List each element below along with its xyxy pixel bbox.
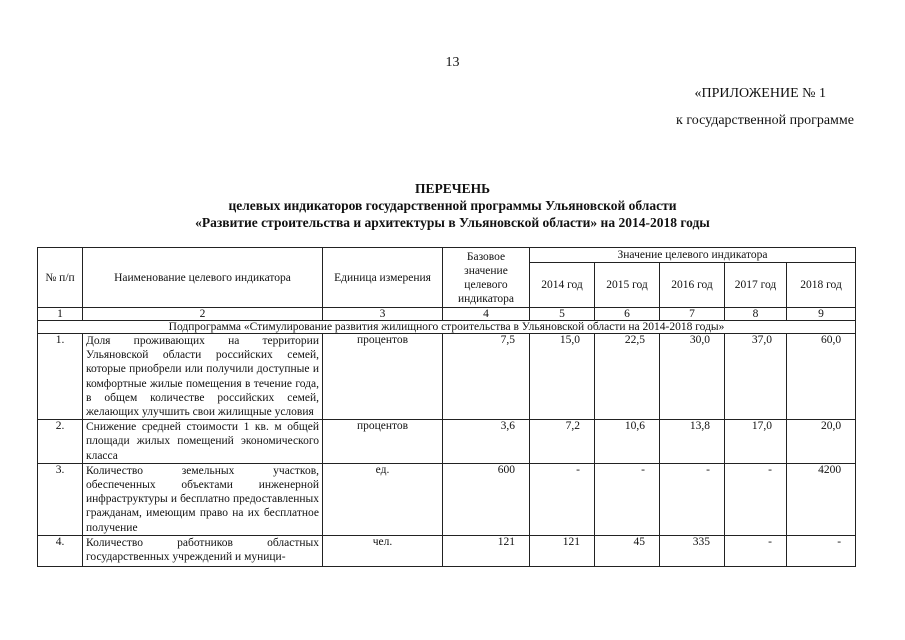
appendix-label: «ПРИЛОЖЕНИЕ № 1: [694, 86, 826, 101]
base-value: 3,6: [443, 420, 530, 464]
header-year: 2017 год: [725, 263, 787, 308]
document-title: [0, 180, 905, 231]
indicator-name: Доля проживающих на территории Ульяновской области российских семей, которые приобрели или получили доступные и комфортные жилые помещения в течение года, в общем количестве российских семей, желающих улучшить свои жилищные условия: [83, 334, 323, 420]
year-value: -: [787, 535, 856, 566]
year-value: 4200: [787, 463, 856, 535]
year-value: 15,0: [530, 334, 595, 420]
title-line-2: целевых индикаторов государственной программы Ульяновской области: [228, 198, 677, 213]
header-year: 2014 год: [530, 263, 595, 308]
column-number: 3: [323, 308, 443, 321]
header-year: 2016 год: [660, 263, 725, 308]
header-target-group: Значение целевого индикатора: [530, 248, 856, 263]
page-number: 13: [445, 55, 460, 70]
header-row: [38, 248, 856, 263]
year-value: -: [725, 463, 787, 535]
row-number: 4.: [38, 535, 83, 566]
year-value: -: [725, 535, 787, 566]
table-row: [38, 535, 856, 566]
year-value: 121: [530, 535, 595, 566]
year-value: 20,0: [787, 420, 856, 464]
indicator-name-text: Количество работников областных государственных учреждений и муници-: [86, 536, 319, 564]
column-number: 5: [530, 308, 595, 321]
subprogram-row: [38, 321, 856, 334]
base-value: 600: [443, 463, 530, 535]
year-value: 7,2: [530, 420, 595, 464]
header-num: № п/п: [38, 248, 83, 308]
column-number: 6: [595, 308, 660, 321]
row-number: 1.: [38, 334, 83, 420]
year-value: 13,8: [660, 420, 725, 464]
year-value: 30,0: [660, 334, 725, 420]
title-line-3: «Развитие строительства и архитектуры в Ульяновской области» на 2014-2018 годы: [195, 215, 710, 230]
indicator-name: [83, 535, 323, 566]
base-value: 7,5: [443, 334, 530, 420]
table-row: [38, 420, 856, 464]
year-value: 10,6: [595, 420, 660, 464]
year-value: -: [660, 463, 725, 535]
base-value: 121: [443, 535, 530, 566]
title-line-1: ПЕРЕЧЕНЬ: [414, 181, 491, 196]
indicator-unit: процентов: [323, 420, 443, 464]
table-row: [38, 334, 856, 420]
row-number: 2.: [38, 420, 83, 464]
appendix-subtitle: к государственной программе: [676, 113, 854, 128]
year-value: 335: [660, 535, 725, 566]
column-number: 9: [787, 308, 856, 321]
header-year: 2018 год: [787, 263, 856, 308]
indicator-name: Снижение средней стоимости 1 кв. м общей площади жилых помещений экономического класса: [83, 420, 323, 464]
indicator-name: Количество земельных участков, обеспеченных объектами инженерной инфраструктуры и бесплатно предоставленных гражданам, имеющим право на их бесплатное получение: [83, 463, 323, 535]
header-base: Базовое значение целевого индикатора: [443, 248, 530, 308]
year-value: 37,0: [725, 334, 787, 420]
column-number: 7: [660, 308, 725, 321]
column-number: 4: [443, 308, 530, 321]
column-numbers-row: [38, 308, 856, 321]
column-number: 1: [38, 308, 83, 321]
row-number: 3.: [38, 463, 83, 535]
year-value: -: [595, 463, 660, 535]
indicator-unit: ед.: [323, 463, 443, 535]
year-value: -: [530, 463, 595, 535]
indicators-table: [37, 247, 856, 567]
year-value: 60,0: [787, 334, 856, 420]
column-number: 8: [725, 308, 787, 321]
year-value: 45: [595, 535, 660, 566]
header-name: Наименование целевого индикатора: [83, 248, 323, 308]
indicator-unit: чел.: [323, 535, 443, 566]
table-row: [38, 463, 856, 535]
year-value: 17,0: [725, 420, 787, 464]
column-number: 2: [83, 308, 323, 321]
header-unit: Единица измерения: [323, 248, 443, 308]
header-year: 2015 год: [595, 263, 660, 308]
year-value: 22,5: [595, 334, 660, 420]
indicator-unit: процентов: [323, 334, 443, 420]
subprogram-title: Подпрограмма «Стимулирование развития жилищного строительства в Ульяновской области на 2014-2018 годы»: [38, 321, 856, 334]
